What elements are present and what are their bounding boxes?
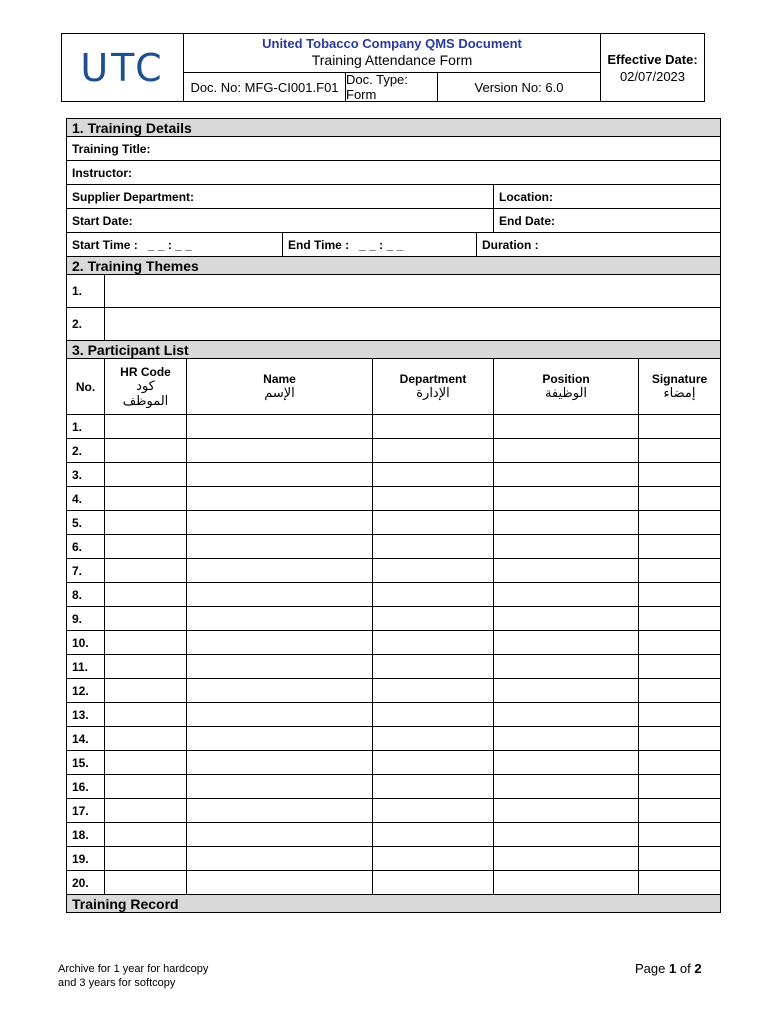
department-cell[interactable]: [373, 439, 494, 463]
table-row: [67, 847, 721, 871]
page-number: Page 1 of 2: [635, 961, 702, 976]
signature-cell[interactable]: [639, 511, 721, 535]
supplier-department-field[interactable]: Supplier Department:: [67, 185, 494, 209]
department-cell[interactable]: [373, 847, 494, 871]
position-cell[interactable]: [494, 559, 639, 583]
signature-cell[interactable]: [639, 799, 721, 823]
col-no: No.: [67, 359, 105, 415]
position-cell[interactable]: [494, 775, 639, 799]
signature-cell[interactable]: [639, 727, 721, 751]
section-training-record: Training Record: [67, 895, 721, 913]
hr-code-cell[interactable]: [105, 439, 187, 463]
section-training-themes: 2. Training Themes: [67, 257, 721, 275]
name-cell[interactable]: [187, 727, 373, 751]
signature-cell[interactable]: [639, 655, 721, 679]
department-cell[interactable]: [373, 727, 494, 751]
name-cell[interactable]: [187, 463, 373, 487]
signature-cell[interactable]: [639, 751, 721, 775]
hr-code-cell[interactable]: [105, 607, 187, 631]
position-cell[interactable]: [494, 463, 639, 487]
name-cell[interactable]: [187, 631, 373, 655]
signature-cell[interactable]: [639, 487, 721, 511]
hr-code-cell[interactable]: [105, 463, 187, 487]
table-row: [67, 535, 721, 559]
row-number: 18.: [67, 823, 105, 847]
row-number: 8.: [67, 583, 105, 607]
theme-number-2: 2.: [67, 308, 105, 341]
theme-field-2[interactable]: [105, 308, 721, 341]
signature-cell[interactable]: [639, 703, 721, 727]
row-number: 17.: [67, 799, 105, 823]
end-time-field[interactable]: End Time : _ _ : _ _: [283, 233, 477, 256]
signature-cell[interactable]: [639, 415, 721, 439]
signature-cell[interactable]: [639, 775, 721, 799]
row-number: 9.: [67, 607, 105, 631]
table-row: [67, 751, 721, 775]
name-cell[interactable]: [187, 487, 373, 511]
signature-cell[interactable]: [639, 559, 721, 583]
department-cell[interactable]: [373, 703, 494, 727]
department-cell[interactable]: [373, 535, 494, 559]
signature-cell[interactable]: [639, 607, 721, 631]
name-cell[interactable]: [187, 703, 373, 727]
hr-code-cell[interactable]: [105, 655, 187, 679]
department-cell[interactable]: [373, 655, 494, 679]
name-cell[interactable]: [187, 583, 373, 607]
hr-code-cell[interactable]: [105, 751, 187, 775]
location-field[interactable]: Location:: [494, 185, 721, 209]
hr-code-cell[interactable]: [105, 775, 187, 799]
document-header: [61, 33, 705, 102]
signature-cell[interactable]: [639, 631, 721, 655]
table-row: [67, 607, 721, 631]
hr-code-cell[interactable]: [105, 559, 187, 583]
department-cell[interactable]: [373, 583, 494, 607]
attendance-form-table: [66, 118, 721, 913]
table-row: [67, 511, 721, 535]
department-cell[interactable]: [373, 823, 494, 847]
hr-code-cell[interactable]: [105, 703, 187, 727]
table-row: [67, 559, 721, 583]
name-cell[interactable]: [187, 655, 373, 679]
row-number: 5.: [67, 511, 105, 535]
signature-cell[interactable]: [639, 871, 721, 895]
col-name: Name الإسم: [187, 359, 373, 415]
doc-type: Doc. Type: Form: [346, 73, 438, 101]
signature-cell[interactable]: [639, 679, 721, 703]
name-cell[interactable]: [187, 775, 373, 799]
name-cell[interactable]: [187, 415, 373, 439]
hr-code-cell[interactable]: [105, 631, 187, 655]
table-row: [67, 871, 721, 895]
col-signature: Signature إمضاء: [639, 359, 721, 415]
name-cell[interactable]: [187, 511, 373, 535]
hr-code-cell[interactable]: [105, 487, 187, 511]
row-number: 12.: [67, 679, 105, 703]
hr-code-cell[interactable]: [105, 511, 187, 535]
col-position: Position الوظيفة: [494, 359, 639, 415]
form-title: Training Attendance Form: [311, 52, 473, 68]
company-name: United Tobacco Company QMS Document: [262, 36, 522, 51]
department-cell[interactable]: [373, 631, 494, 655]
hr-code-cell[interactable]: [105, 535, 187, 559]
doc-number: Doc. No: MFG-CI001.F01: [184, 73, 346, 101]
position-cell[interactable]: [494, 607, 639, 631]
name-cell[interactable]: [187, 799, 373, 823]
table-row: [67, 463, 721, 487]
signature-cell[interactable]: [639, 463, 721, 487]
hr-code-cell[interactable]: [105, 799, 187, 823]
department-cell[interactable]: [373, 463, 494, 487]
position-cell[interactable]: [494, 679, 639, 703]
name-cell[interactable]: [187, 847, 373, 871]
position-cell[interactable]: [494, 511, 639, 535]
row-number: 2.: [67, 439, 105, 463]
table-row: [67, 439, 721, 463]
training-title-field[interactable]: Training Title:: [67, 137, 721, 161]
department-cell[interactable]: [373, 775, 494, 799]
logo-text: UTC: [80, 45, 165, 90]
position-cell[interactable]: [494, 751, 639, 775]
table-row: [67, 487, 721, 511]
position-cell[interactable]: [494, 415, 639, 439]
section-participant-list: 3. Participant List: [67, 341, 721, 359]
table-row: [67, 679, 721, 703]
row-number: 16.: [67, 775, 105, 799]
row-number: 13.: [67, 703, 105, 727]
row-number: 4.: [67, 487, 105, 511]
effective-date-box: [600, 34, 704, 101]
department-cell[interactable]: [373, 679, 494, 703]
department-cell[interactable]: [373, 487, 494, 511]
col-hr-code: HR Code كود الموظف: [105, 359, 187, 415]
name-cell[interactable]: [187, 751, 373, 775]
name-cell[interactable]: [187, 535, 373, 559]
department-cell[interactable]: [373, 871, 494, 895]
name-cell[interactable]: [187, 439, 373, 463]
start-time-field[interactable]: Start Time : _ _ : _ _: [67, 233, 283, 256]
department-cell[interactable]: [373, 559, 494, 583]
position-cell[interactable]: [494, 727, 639, 751]
signature-cell[interactable]: [639, 439, 721, 463]
position-cell[interactable]: [494, 535, 639, 559]
hr-code-cell[interactable]: [105, 871, 187, 895]
position-cell[interactable]: [494, 487, 639, 511]
version-number: Version No: 6.0: [474, 79, 564, 95]
hr-code-cell[interactable]: [105, 847, 187, 871]
table-row: [67, 775, 721, 799]
position-cell[interactable]: [494, 823, 639, 847]
row-number: 6.: [67, 535, 105, 559]
name-cell[interactable]: [187, 559, 373, 583]
department-cell[interactable]: [373, 511, 494, 535]
department-cell[interactable]: [373, 607, 494, 631]
row-number: 7.: [67, 559, 105, 583]
name-cell[interactable]: [187, 823, 373, 847]
participant-header-row: [67, 359, 721, 415]
section-training-details: 1. Training Details: [67, 119, 721, 137]
theme-field-1[interactable]: [105, 275, 721, 308]
row-number: 15.: [67, 751, 105, 775]
position-cell[interactable]: [494, 847, 639, 871]
hr-code-cell[interactable]: [105, 583, 187, 607]
position-cell[interactable]: [494, 631, 639, 655]
row-number: 14.: [67, 727, 105, 751]
position-cell[interactable]: [494, 439, 639, 463]
row-number: 1.: [67, 415, 105, 439]
hr-code-cell[interactable]: [105, 679, 187, 703]
hr-code-cell[interactable]: [105, 727, 187, 751]
table-row: [67, 655, 721, 679]
row-number: 11.: [67, 655, 105, 679]
table-row: [67, 703, 721, 727]
hr-code-cell[interactable]: [105, 823, 187, 847]
position-cell[interactable]: [494, 703, 639, 727]
name-cell[interactable]: [187, 607, 373, 631]
table-row: [67, 583, 721, 607]
department-cell[interactable]: [373, 751, 494, 775]
hr-code-cell[interactable]: [105, 415, 187, 439]
row-number: 20.: [67, 871, 105, 895]
table-row: [67, 415, 721, 439]
signature-cell[interactable]: [639, 847, 721, 871]
effective-date-value: 02/07/2023: [619, 69, 686, 84]
start-date-field[interactable]: Start Date:: [67, 209, 494, 233]
position-cell[interactable]: [494, 655, 639, 679]
effective-date-label: Effective Date:: [607, 52, 698, 67]
row-number: 3.: [67, 463, 105, 487]
name-cell[interactable]: [187, 679, 373, 703]
position-cell[interactable]: [494, 871, 639, 895]
col-department: Department الإدارة: [373, 359, 494, 415]
signature-cell[interactable]: [639, 583, 721, 607]
theme-number-1: 1.: [67, 275, 105, 308]
department-cell[interactable]: [373, 799, 494, 823]
end-date-field[interactable]: End Date:: [494, 209, 721, 233]
signature-cell[interactable]: [639, 823, 721, 847]
company-logo: [62, 34, 184, 101]
position-cell[interactable]: [494, 583, 639, 607]
table-row: [67, 823, 721, 847]
table-row: [67, 631, 721, 655]
signature-cell[interactable]: [639, 535, 721, 559]
table-row: [67, 799, 721, 823]
archive-note: Archive for 1 year for hardcopy and 3 years for softcopy: [58, 963, 209, 989]
department-cell[interactable]: [373, 415, 494, 439]
duration-field[interactable]: Duration :: [482, 237, 539, 252]
position-cell[interactable]: [494, 799, 639, 823]
instructor-field[interactable]: Instructor:: [67, 161, 721, 185]
row-number: 10.: [67, 631, 105, 655]
name-cell[interactable]: [187, 871, 373, 895]
table-row: [67, 727, 721, 751]
row-number: 19.: [67, 847, 105, 871]
